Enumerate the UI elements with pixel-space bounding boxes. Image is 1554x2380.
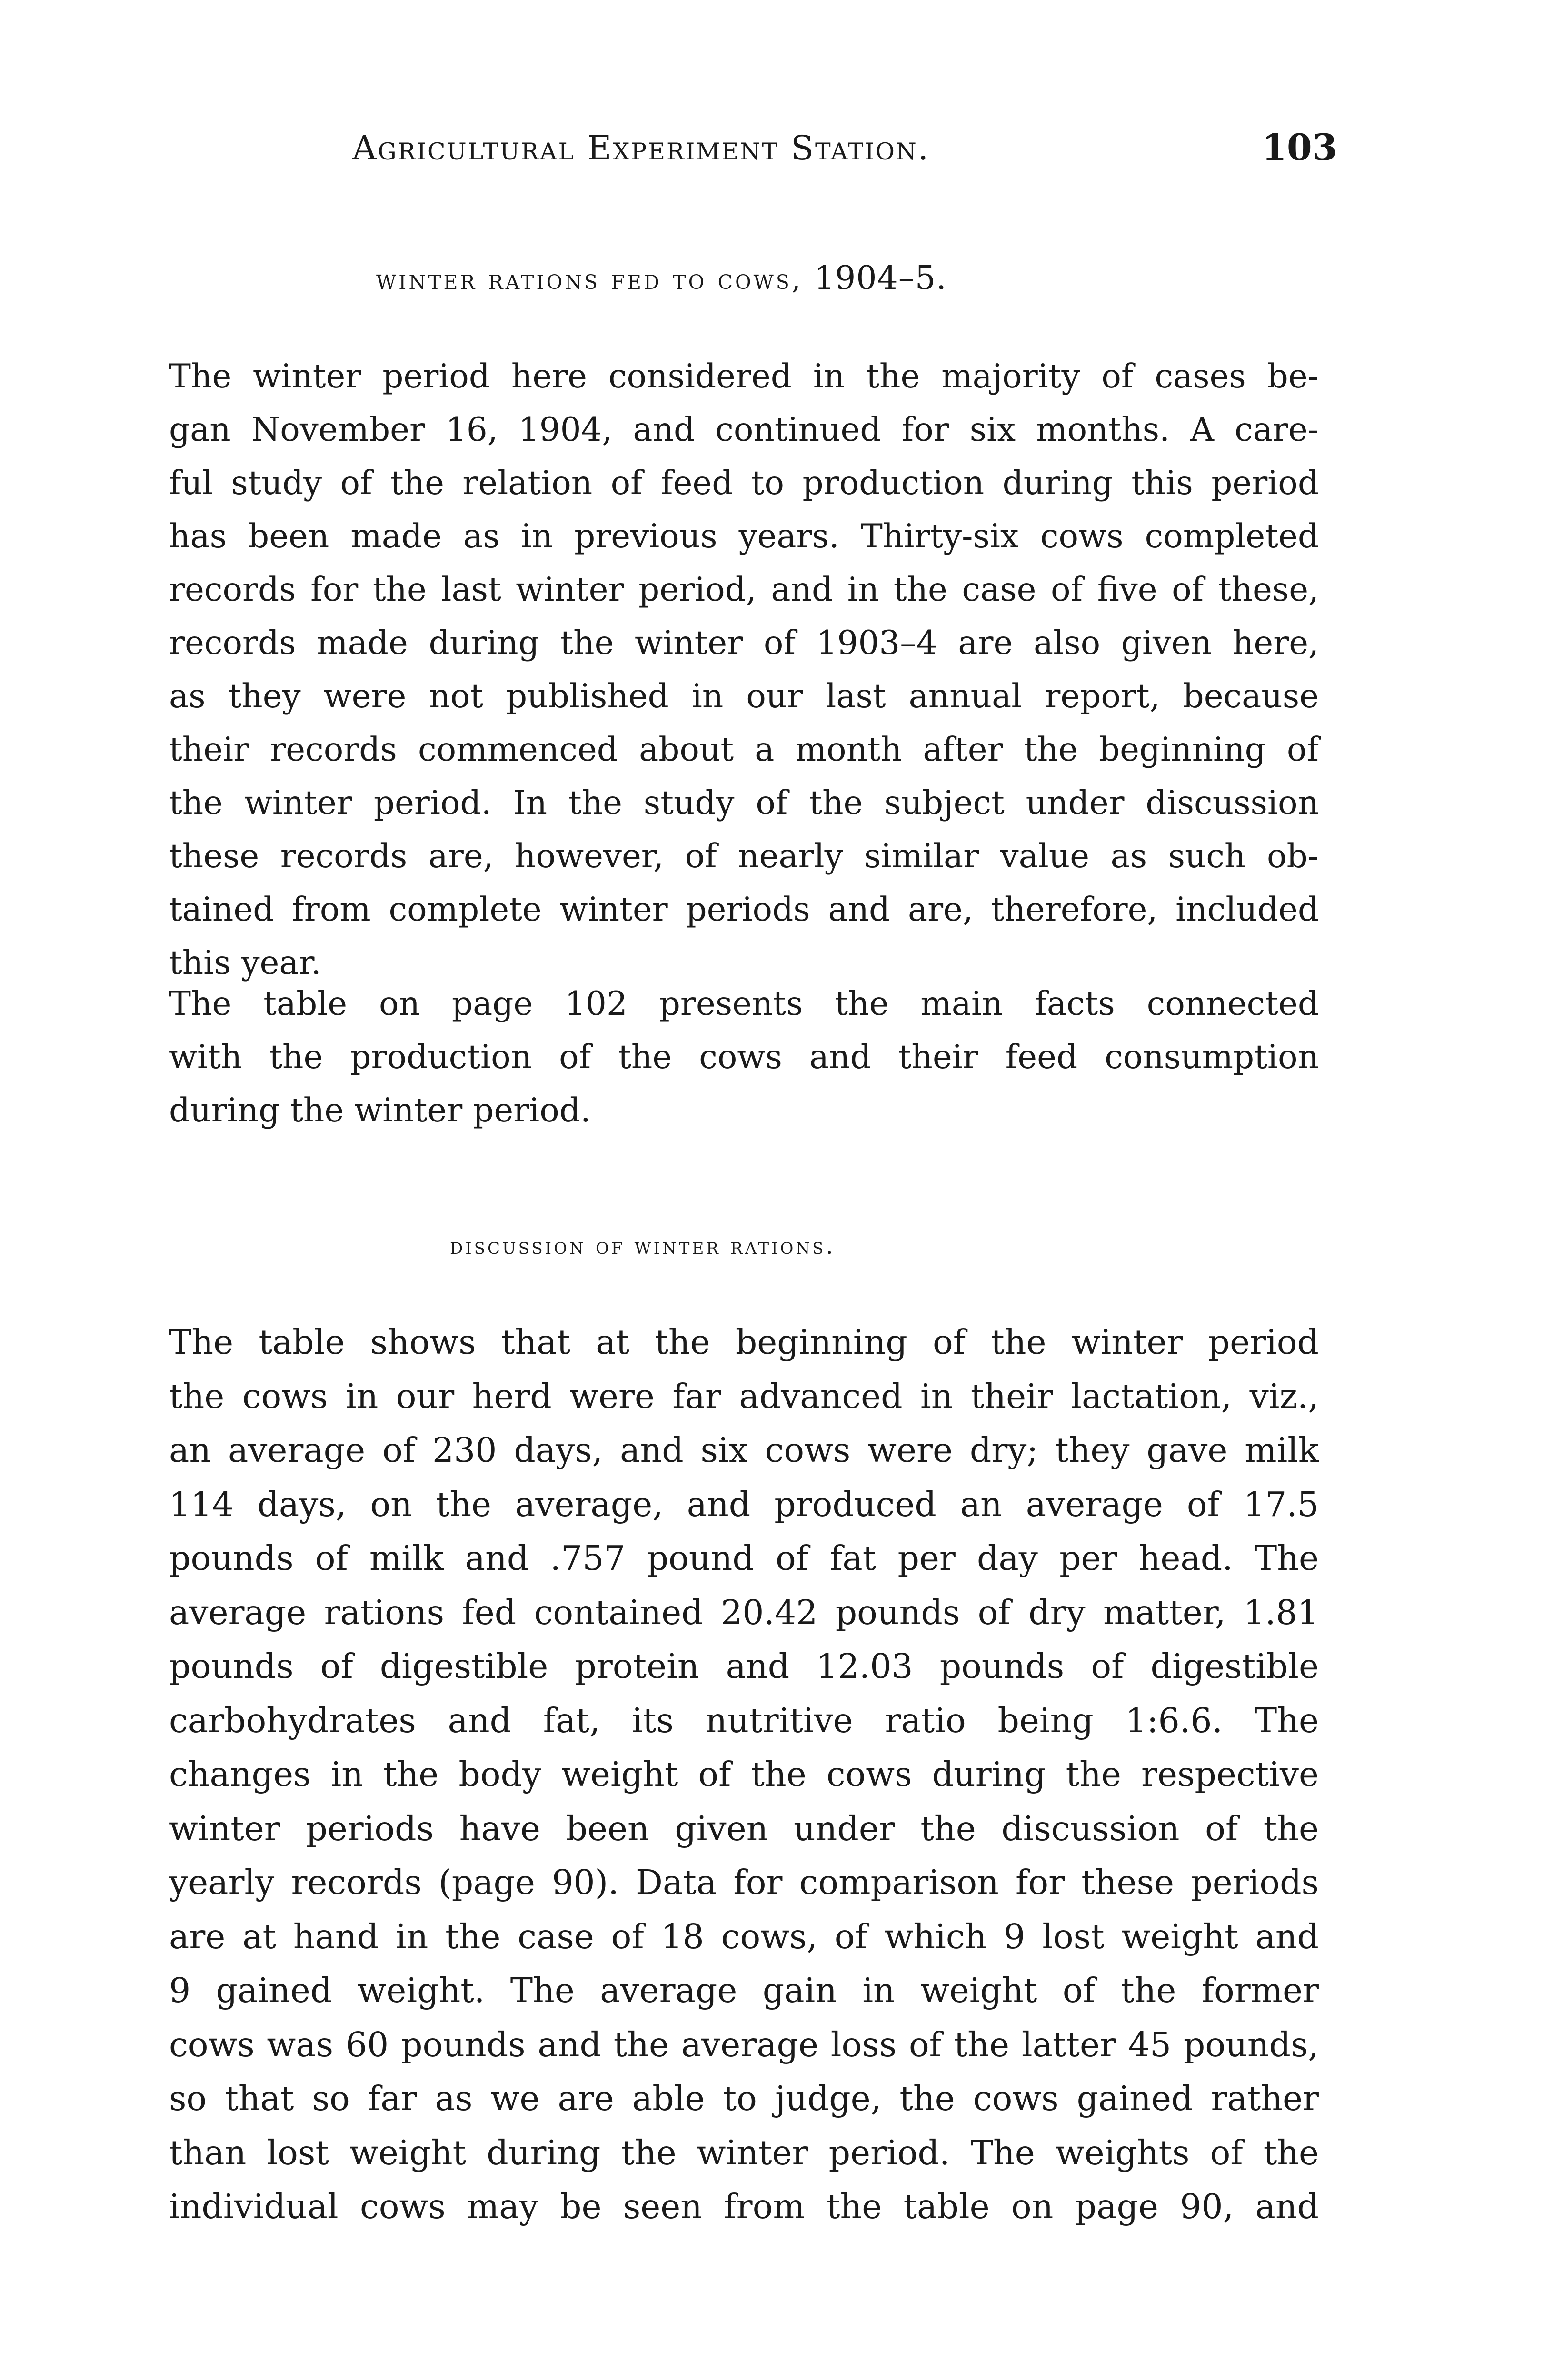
- text-line: the winter period. In the study of the subject under discussion: [169, 784, 1319, 822]
- text-line: tained from complete winter periods and are, therefore, included: [169, 891, 1319, 929]
- text-line: this year.: [169, 944, 321, 982]
- text-line: the cows in our herd were far advanced in their lactation, viz.,: [169, 1376, 1319, 1416]
- text-line: records for the last winter period, and in the case of five of these,: [169, 571, 1319, 609]
- text-line: these records are, however, of nearly similar value as such ob-: [169, 837, 1319, 875]
- paragraph-table-reference: [169, 977, 1319, 1137]
- running-head: Agricultural Experiment Station.: [352, 129, 930, 168]
- page-number: 103: [1262, 126, 1337, 169]
- text-line: pounds of digestible protein and 12.03 pounds of digestible: [169, 1646, 1319, 1686]
- text-line: changes in the body weight of the cows during the respective: [169, 1755, 1319, 1794]
- text-line: their records commenced about a month after the beginning of: [169, 731, 1319, 769]
- text-line: are at hand in the case of 18 cows, of which 9 lost weight and: [169, 1916, 1319, 1956]
- text-line: carbohydrates and fat, its nutritive ratio being 1:6.6. The: [169, 1700, 1319, 1740]
- text-line: pounds of milk and .757 pound of fat per day per head. The: [169, 1538, 1319, 1578]
- section-heading-year: 1904–5.: [814, 259, 947, 297]
- text-line: ful study of the relation of feed to production during this period: [169, 464, 1319, 502]
- text-line: than lost weight during the winter period. The weights of the: [169, 2132, 1319, 2172]
- text-line: gan November 16, 1904, and continued for six months. A care-: [169, 411, 1319, 449]
- text-line: records made during the winter of 1903–4 are also given here,: [169, 624, 1319, 662]
- text-line: individual cows may be seen from the table on page 90, and: [169, 2187, 1319, 2226]
- text-line: as they were not published in our last annual report, because: [169, 677, 1319, 715]
- paragraph-winter-period: [169, 350, 1319, 990]
- text-line: during the winter period.: [169, 1091, 591, 1130]
- text-line: The table on page 102 presents the main facts connected: [169, 985, 1319, 1023]
- section-heading-text: winter rations fed to cows,: [376, 263, 803, 296]
- text-line: so that so far as we are able to judge, the cows gained rather: [169, 2079, 1319, 2118]
- text-line: cows was 60 pounds and the average loss of the latter 45 pounds,: [169, 2024, 1319, 2064]
- text-line: an average of 230 days, and six cows were dry; they gave milk: [169, 1430, 1319, 1470]
- text-line: 114 days, on the average, and produced an average of 17.5: [169, 1484, 1319, 1524]
- text-line: winter periods have been given under the discussion of the: [169, 1808, 1319, 1848]
- text-line: yearly records (page 90). Data for comparison for these periods: [169, 1863, 1319, 1902]
- text-line: has been made as in previous years. Thirty-six cows completed: [169, 517, 1319, 555]
- text-line: The winter period here considered in the majority of cases be-: [169, 357, 1319, 396]
- paragraph-discussion: [169, 1315, 1319, 2234]
- section-heading-discussion: discussion of winter rations.: [450, 1233, 836, 1259]
- text-line: average rations fed contained 20.42 pounds of dry matter, 1.81: [169, 1592, 1319, 1632]
- text-line: with the production of the cows and their feed consumption: [169, 1038, 1319, 1076]
- text-line: The table shows that at the beginning of the winter period: [169, 1322, 1319, 1362]
- section-heading-winter-rations: [376, 259, 947, 297]
- text-line: 9 gained weight. The average gain in weight of the former: [169, 1971, 1319, 2010]
